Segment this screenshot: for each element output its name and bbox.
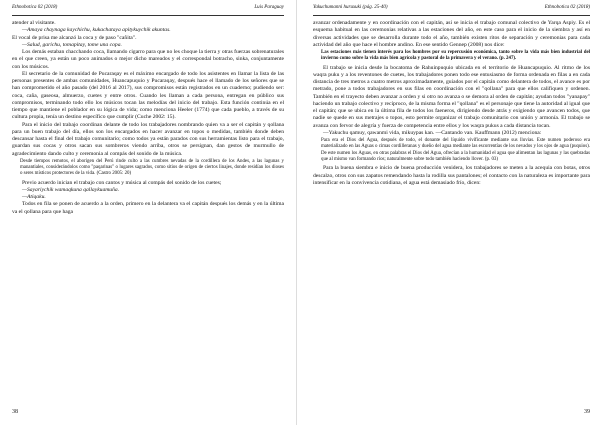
right-running-header xyxy=(313,5,590,15)
paragraph: El secretario de la comunidad de Pucaraqay es el máximo encargado de todo los asistentes en llamar la lista de las personas presentes de ambas comunidades, Huancapuquio y Pucaraqay, después hace el llamado de los señores que se han comprometido el año pasado (del 2016 al 2017), sus compromisos están registrados en un cuaderno; pudiendo ser: coca, caña, gaseosa, almuerzo, cuetes y entre otros. Cuando les llaman a cada persona, entregan en público sus compromisos, terminando todo ello los músicos tocan las melodías del inicio del trabajo. Esta función continúa en el tiempo que mantiene el poblador en su lógica de vida; como menciona Heeler (1774) que cada pueblo, a través de su cultura propia, tenía un destino específico que cumplir (Cuche 2002: 15). xyxy=(12,70,284,121)
right-page-number: 39 xyxy=(584,409,590,415)
quoted-song-line: —Sayariychik wamaqkuna qallaykuamuña. xyxy=(22,186,120,193)
paragraph: Previo acuerdo inician el trabajo con cantos y música al compás del sonido de los cuetes; xyxy=(22,179,222,186)
right-header-rule xyxy=(313,15,590,16)
quoted-song-line: —Atiqaku. xyxy=(22,194,46,201)
quoted-song-line: —Salud, garichu, tomapitay, tome una copa. xyxy=(22,41,122,48)
left-header-rule xyxy=(12,15,284,16)
paragraph: El trabajo se inicia desde la bocatoma de Rahuinpuquio ubicada en el territorio de Huancapuquio. Al ritmo de los waqra puku y a los reventones de cuetes, los trabajadores ponen todo ese entusiasmo de forma ordenada en filas a en cada distancia de tres metros a cuatro metros aproximadamente, guiados por el capitán como delantera de todos, el avance es por metrado, pone a todos trabajadores en sus filas en coordinación con el "qollana" para que ellos califiquen y ordenen. También en el trayecto deben avanzar a orden y si otro no avanza o se demora al orden de capitán; ayudan todos "yanapay" haciendo un trabajo colectivo y recíproco, de la misma forma el "qollana" es el personaje que tiene la autoridad al igual que el capitán; que se ubica en la última fila de todos los faeneros, dirigiendo desde atrás y exigiendo que avancen todos, que nadie se quede en sus metrajes o topos, esto permite organizar el trabajo comunitario con unión y armonía. El trabajo se avanza con fervor de alegría y fuerza de competencia entre ellos y los waqra pukus a cada distancia tocan. xyxy=(313,64,590,129)
right-header-journal: Ethnobotica 02 (2018) xyxy=(544,5,590,10)
paragraph: Para el inicio del trabajo coordinan delante de todo los trabajadores nombrando quien va a ser el capitán y qollana para un buen trabajo del día, ellos son los encargados en hacer avanzar en topos o medidas, también donde deben descansar hasta el final del trabajo comunitario; como todos ya están parados con sus herramientas listo para el trabajo, guardan sus cocas y otros sacan sus sombreros viendo arriba, otros se persignan, dan gestos de murmullo de agradecimiento dando culto y ceremonia al compás del sonido de la música. xyxy=(12,121,284,157)
paragraph: avanzar ordenadamente y en coordinación con el capitán, así se inicia el trabajo comunal colectivo de Yarqa Aspiy. Es el esquema habitual en las ceremonias relativas a las estaciones del año, en este caso para el inicio de la siembra y así en diversas actividades que se desarrolla durante todo el año, también existen ritos de separación y ceremonias para cada actividad del año que hace el hombre andino. En ese sentido Gennep (2008) nos dice: xyxy=(313,20,590,48)
left-running-header xyxy=(12,5,284,15)
left-page-number: 38 xyxy=(12,409,18,415)
paragraph: Todos en fila se ponen de acuerdo a la orden, primero en la delantera va el capitán después los demás y en la última va el qollana para que haga xyxy=(12,201,284,215)
paragraph: Los demás estaban chacchando coca, llamando cigarro para que no les choque la tierra y otras fuerzas sobrenaturales en el que creen, ya están un poco animados o mejor dicho mareados y el correspondal botracho, sinka, conjuntamente con los músicos. xyxy=(12,49,284,70)
right-header-article: Yakuchumanni huruxuki (pág. 25-40) xyxy=(313,5,388,10)
block-quote: Para era el Dios del Agua, después de todo, el donante del líquido vivificante mediante sus lluvias. Este numen poderoso era materializado en las Aguas o cimas cordilleranas y dueño del agua mediante las escorrentías de los nevados y los ojos de agua (puquios). De este numen los Aguas, en otras palabras el Dios del Agua, ofrecían a la humanidad el agua que alimentan las lagunas y las quebradas que al mismo van formando ríos; naturalmente sobre todo también haciendo llover. (p. 03) xyxy=(321,138,590,162)
quoted-song-line: —Amaya chaynaga kaychichu, kukachataya apitykuychik akuntas. xyxy=(22,27,171,34)
paragraph: atender al visitante. xyxy=(12,20,56,26)
right-page-body xyxy=(313,20,590,187)
paragraph: Para la buena siembra e inicio de buena producción venidera, los trabajadores se meten a la acequia con botas, otros descalzo, otros con sus zapatos remendando hasta la rodilla sus pantalones; el contacto con la naturaleza es importante para intensificar en la convivencia cotidiana, el agua está demasiado frío, dicen: xyxy=(313,165,590,186)
block-quote: Desde tiempos remotos, el aborigen del Perú rinde culto a las cumbres nevadas de la cordillera de los Andes, a las lagunas y manantiales, considerándolos como "paqarinas" o lugares sagrados, como sitios de origen de ciertos linajes, donde residían los dioses o seres místicos protectores de la vida. (Castro 2005: 20) xyxy=(20,158,284,177)
left-header-author: Luis Paraguay xyxy=(254,5,284,10)
right-page xyxy=(297,0,600,425)
block-quote: Las estaciones más tienen interés para los hombres por su repercusión económica, tanto sobre la vida más bien industrial del invierno como sobre la vida más bien agrícola y pastoral de la primavera y el verano. (p. 247). xyxy=(321,50,590,62)
paragraph: El vocal de prisa me alcanzó la coca y de paso "cañita". xyxy=(12,34,137,41)
paragraph: —Yakuchu qamuy, qawanmi vida, mikuypas kan. —Cantando van. Kauffmann (2012) menciona: xyxy=(323,129,542,136)
left-page xyxy=(0,0,297,425)
left-page-body xyxy=(12,20,284,216)
left-header-journal: Ethnobotica 02 (2018) xyxy=(12,5,58,10)
